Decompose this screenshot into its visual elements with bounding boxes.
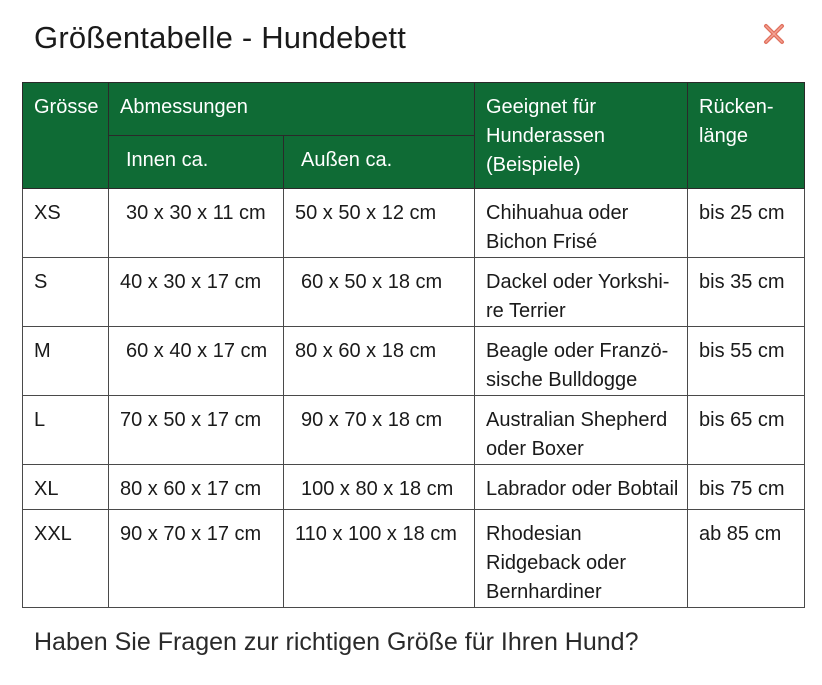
table-row [23,327,805,396]
cell-back: ab 85 cm [688,510,805,608]
header-inner: Innen ca. [109,136,284,189]
header-back-length: Rücken- länge [688,83,805,189]
cell-breeds: Chihuahua oder Bichon Frisé [475,189,688,258]
header-outer: Außen ca. [284,136,475,189]
cell-size: XS [23,189,109,258]
cell-inner: 90 x 70 x 17 cm [109,510,284,608]
cell-inner: 80 x 60 x 17 cm [109,465,284,510]
header-dimensions: Abmessungen [109,83,475,136]
cell-back: bis 65 cm [688,396,805,465]
close-icon [762,22,786,46]
header-breeds: Geeignet für Hunderassen (Beispiele) [475,83,688,189]
cell-outer: 100 x 80 x 18 cm [284,465,475,510]
cell-back: bis 35 cm [688,258,805,327]
header-size: Grösse [23,83,109,189]
cell-inner: 70 x 50 x 17 cm [109,396,284,465]
cell-outer: 50 x 50 x 12 cm [284,189,475,258]
cell-outer: 60 x 50 x 18 cm [284,258,475,327]
cell-outer: 110 x 100 x 18 cm [284,510,475,608]
cell-size: XXL [23,510,109,608]
table-row [23,510,805,608]
table-row [23,465,805,510]
cell-size: L [23,396,109,465]
cell-outer: 90 x 70 x 18 cm [284,396,475,465]
close-button[interactable] [762,22,786,46]
cell-size: M [23,327,109,396]
cell-back: bis 55 cm [688,327,805,396]
cell-breeds: Beagle oder Franzö-sische Bulldogge [475,327,688,396]
cell-size: S [23,258,109,327]
cell-size: XL [23,465,109,510]
cell-breeds: Australian Shepherd oder Boxer [475,396,688,465]
table-row [23,396,805,465]
cell-inner: 30 x 30 x 11 cm [109,189,284,258]
size-table [22,82,805,608]
cell-back: bis 25 cm [688,189,805,258]
cell-inner: 40 x 30 x 17 cm [109,258,284,327]
table-row [23,189,805,258]
cell-breeds: Dackel oder Yorkshi-re Terrier [475,258,688,327]
cell-outer: 80 x 60 x 18 cm [284,327,475,396]
table-row [23,258,805,327]
footer-question: Haben Sie Fragen zur richtigen Größe für Ihren Hund? [34,628,639,656]
modal-title: Größentabelle - Hundebett [34,20,407,55]
cell-back: bis 75 cm [688,465,805,510]
cell-breeds: Rhodesian Ridgeback oder Bernhardiner [475,510,688,608]
cell-breeds: Labrador oder Bobtail [475,465,688,510]
cell-inner: 60 x 40 x 17 cm [109,327,284,396]
